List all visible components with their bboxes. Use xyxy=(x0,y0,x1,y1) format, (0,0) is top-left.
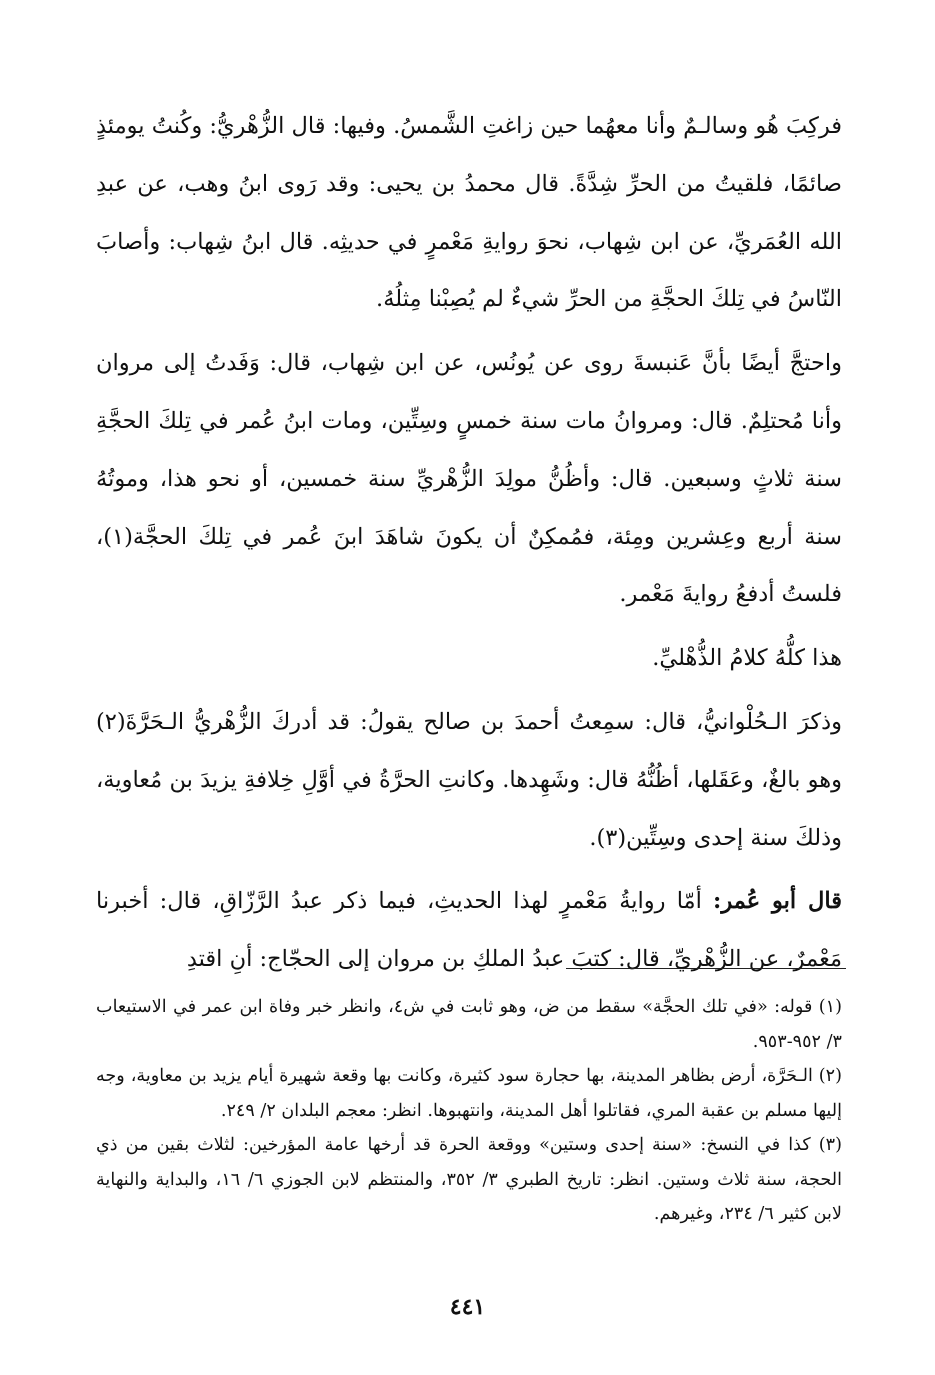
footnotes xyxy=(96,990,842,1232)
footnote: (٣) كذا في النسخ: «سنة إحدى وستين» ووقعة الحرة قد أرخها عامة المؤرخين: لثلاث بقين من ذي الحجة، سنة ثلاث وستين. انظر: تاريخ الطبري ٣/ ٣٥٢، والمنتظم لابن الجوزي ٦/ ١٦، والبداية والنهاية لابن كثير ٦/ ٢٣٤، وغيرهم. xyxy=(96,1135,843,1224)
paragraph-text: أمّا روايةُ مَعْمرٍ لهذا الحديثِ، فيما ذكر عبدُ الرَّزّاقِ، قال: أخبرنا مَعْمرٌ، عن الزُّهْريِّ، قال: كتبَ عبدُ الملكِ بن مروان إلى الحجّاج: أنِ اقتدِ xyxy=(96,888,842,973)
main-text xyxy=(96,98,842,989)
page-number: ٤٤١ xyxy=(449,1294,486,1320)
paragraph xyxy=(96,873,842,989)
paragraph: فركِبَ هُو وسالـمٌ وأنا معهُما حين زاغتِ الشَّمسُ. وفيها: قال الزُّهْريُّ: وكُنتُ يومئذٍ صائمًا، فلقيتُ من الحرِّ شِدَّةً. قال محمدُ بن يحيى: وقد رَوى ابنُ وهب، عن عبدِ الله العُمَريِّ، عن ابن شِهاب، نحوَ روايةِ مَعْمرٍ في حديثِه. قال ابنُ شِهاب: وأصابَ النّاسُ في تِلكَ الحجَّةِ من الحرِّ شيءٌ لم يُصِبْنا مِثلُهُ. xyxy=(96,113,842,313)
footnote-separator xyxy=(566,968,846,969)
footnote: (٢) الـحَرَّة، أرض بظاهر المدينة، بها حجارة سود كثيرة، وكانت بها وقعة شهيرة أيام يزيد بن معاوية، وجه إليها مسلم بن عقبة المري، فقاتلوا أهل المدينة، وانتهبوها. انظر: معجم البلدان ٢/ ٢٤٩. xyxy=(96,1066,842,1121)
paragraph-lead: قال أبو عُمر: xyxy=(713,888,842,915)
footnote: (١) قوله: «في تلك الحجَّة» سقط من ض، وهو ثابت في ش٤، وانظر خبر وفاة ابن عمر في الاستيعاب ٣/ ٩٥٢-٩٥٣. xyxy=(96,997,842,1052)
paragraph: وذكرَ الـحُلْوانيُّ، قال: سمِعتُ أحمدَ بن صالح يقولُ: قد أدركَ الزُّهْريُّ الـحَرَّةَ(٢) وهو بالغٌ، وعَقَلها، أظُنُّهُ قال: وشَهِدها. وكانتِ الحرَّةُ في أوَّلِ خِلافةِ يزيدَ بن مُعاوية، وذلكَ سنة إحدى وسِتِّين(٣). xyxy=(96,708,842,851)
paragraph: واحتجَّ أيضًا بأنَّ عَنبسةَ روى عن يُونُس، عن ابن شِهاب، قال: وَفَدتُ إلى مروان وأنا مُحتلِمٌ. قال: ومروانُ مات سنة خمسٍ وسِتِّين، ومات ابنُ عُمر في تِلكَ الحجَّةِ سنة ثلاثٍ وسبعين. قال: وأظُنُّ مولِدَ الزُّهْريِّ سنة خمسين، أو نحو هذا، وموتُهُ سنة أربع وعِشرين ومِئة، فمُمكِنٌ أن يكونَ شاهَدَ ابنَ عُمر في تِلكَ الحجَّة(١)، فلستُ أدفعُ روايةَ مَعْمر. xyxy=(96,350,842,608)
paragraph: هذا كلُّهُ كلامُ الذُّهْليِّ. xyxy=(652,645,842,672)
